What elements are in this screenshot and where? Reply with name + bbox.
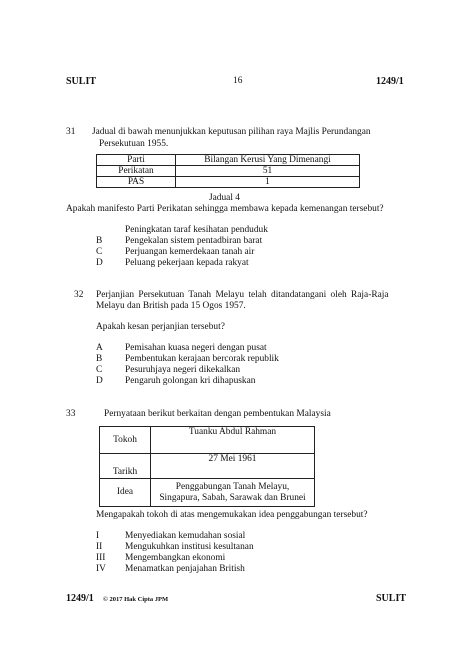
question-text: Apakah kesan perjanjian tersebut? (96, 322, 225, 332)
question-stem: Pernyataan berikut berkaitan dengan pembentukan Malaysia (104, 409, 331, 419)
table-row (100, 454, 315, 479)
table-label-cell: Tarikh (100, 454, 151, 479)
option-letter: D (96, 376, 103, 386)
option-text: Pemisahan kuasa negeri dengan pusat (125, 343, 267, 353)
option-letter: C (96, 365, 103, 375)
header-code: 1249/1 (376, 76, 404, 87)
footer-sulit: SULIT (376, 593, 407, 604)
question-text: Apakah manifesto Parti Perikatan sehingga membawa kepada kemenangan tersebut? (66, 204, 384, 214)
option-letter: D (96, 258, 103, 268)
question-stem: Perjanjian Persekutuan Tanah Melayu telah ditandatangani oleh Raja-Raja (96, 290, 389, 300)
question-text: Mengapakah tokoh di atas mengemukakan idea penggabungan tersebut? (96, 510, 368, 520)
option-numeral: IV (96, 564, 106, 574)
table-caption: Jadual 4 (209, 193, 240, 203)
option-text: Menyediakan kemudahan sosial (125, 531, 246, 541)
question-stem: Jadual di bawah menunjukkan keputusan pilihan raya Majlis Perundangan (92, 127, 371, 137)
option-numeral: I (96, 531, 100, 541)
table-row (97, 177, 360, 188)
table-cell: PAS (97, 177, 176, 188)
option-text: Pengekalan sistem pentadbiran barat (125, 236, 263, 246)
option-text: Peluang pekerjaan kepada rakyat (125, 258, 249, 268)
table-cell: 1 (176, 177, 360, 188)
table-row (100, 479, 315, 507)
page-number: 16 (233, 76, 243, 86)
footer-copyright: © 2017 Hak Cipta JPM (103, 596, 169, 603)
table-cell: Perikatan (97, 166, 176, 177)
header-sulit: SULIT (66, 76, 97, 87)
option-text: Mengukuhkan institusi kesultanan (125, 542, 254, 552)
table-cell (151, 479, 315, 507)
question-stem: Persekutuan 1955. (99, 139, 169, 149)
table-label-cell: Tokoh (100, 427, 151, 454)
table-cell: 51 (176, 166, 360, 177)
question-number: 33 (66, 409, 76, 419)
question-number: 32 (74, 290, 84, 300)
table-header-row (97, 155, 360, 166)
option-text: Perjuangan kemerdekaan tanah air (125, 247, 255, 257)
option-letter: A (96, 343, 103, 353)
statement-table (99, 426, 315, 507)
question-stem: Melayu dan British pada 15 Ogos 1957. (96, 301, 246, 311)
option-text: Menamatkan penjajahan British (125, 564, 245, 574)
table-cell: Tuanku Abdul Rahman (151, 427, 315, 454)
option-text: Mengembangkan ekonomi (125, 553, 226, 563)
option-text: Peningkatan taraf kesihatan penduduk (125, 225, 268, 235)
results-table (96, 154, 360, 188)
idea-line: Penggabungan Tanah Melayu, (175, 481, 290, 492)
option-letter: B (96, 354, 103, 364)
table-header-cell: Bilangan Kerusi Yang Dimenangi (176, 155, 360, 166)
option-numeral: III (96, 553, 106, 563)
table-label-cell: Idea (100, 479, 151, 507)
option-letter: B (96, 236, 103, 246)
table-cell: 27 Mei 1961 (151, 454, 315, 479)
option-text: Pengaruh golongan kri dihapuskan (125, 376, 256, 386)
option-text: Pembentukan kerajaan bercorak republik (125, 354, 279, 364)
question-number: 31 (66, 127, 76, 137)
option-numeral: II (96, 542, 103, 552)
table-header-cell: Parti (97, 155, 176, 166)
table-row (97, 166, 360, 177)
footer-code: 1249/1 (66, 593, 94, 604)
option-text: Pesuruhjaya negeri dikekalkan (125, 365, 241, 375)
option-letter: C (96, 247, 103, 257)
idea-line: Singapura, Sabah, Sarawak dan Brunei (159, 492, 306, 503)
table-row (100, 427, 315, 454)
